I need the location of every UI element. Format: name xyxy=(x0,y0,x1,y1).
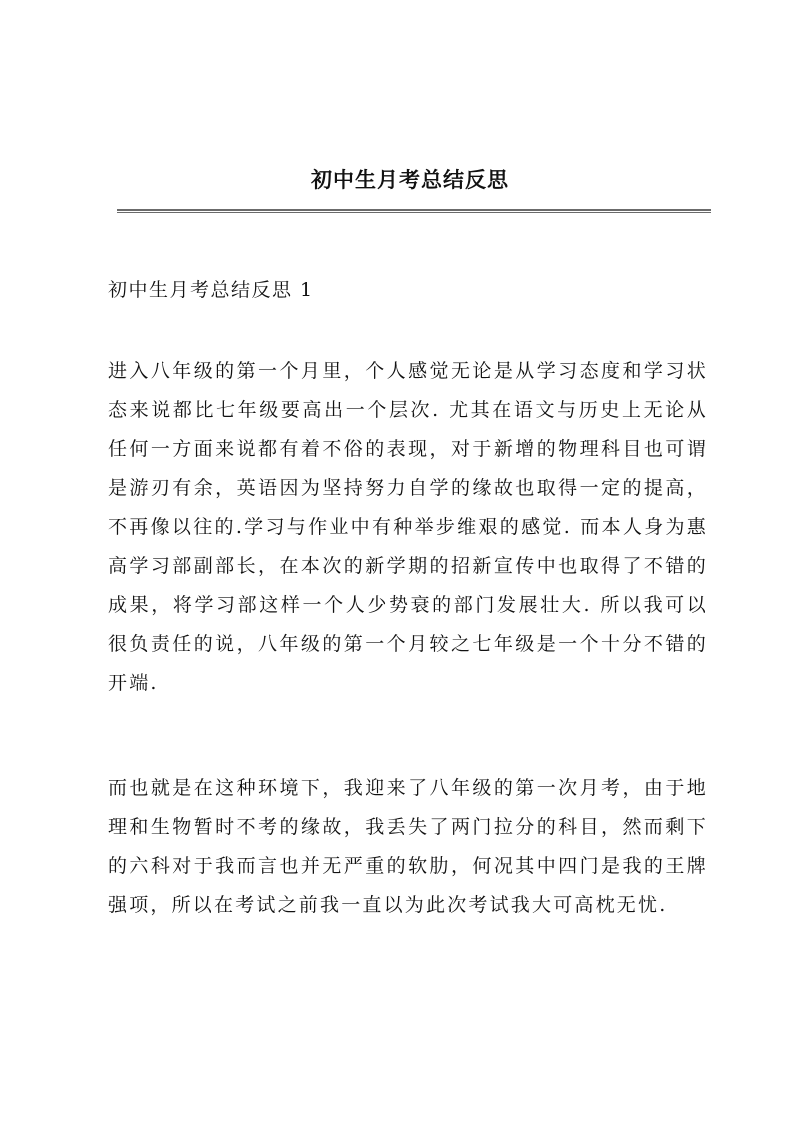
document-title: 初中生月考总结反思 xyxy=(311,167,509,192)
section-heading: 初中生月考总结反思 1 xyxy=(108,279,314,301)
title-divider xyxy=(117,209,711,213)
paragraph-2: 而也就是在这种环境下，我迎来了八年级的第一次月考，由于地理和生物暂时不考的缘故，我丢失了两门拉分的科目，然而剩下的六科对于我而言也并无严重的软肋，何况其中四门是我的王牌强项，所以在考试之前我一直以为此次考试我大可高枕无忧. xyxy=(108,777,708,916)
paragraph-1: 进入八年级的第一个月里，个人感觉无论是从学习态度和学习状态来说都比七年级要高出一个层次. 尤其在语文与历史上无论从任何一方面来说都有着不俗的表现，对于新增的物理科目也可谓是游刃有余，英语因为坚持努力自学的缘故也取得一定的提高，不再像以往的.学习与作业中有种举步维艰的感觉. 而本人身为惠高学习部副部长，在本次的新学期的招新宣传中也取得了不错的成果，将学习部这样一个人少势衰的部门发展壮大. 所以我可以很负责任的说，八年级的第一个月较之七年级是一个十分不错的开端. xyxy=(108,360,708,694)
